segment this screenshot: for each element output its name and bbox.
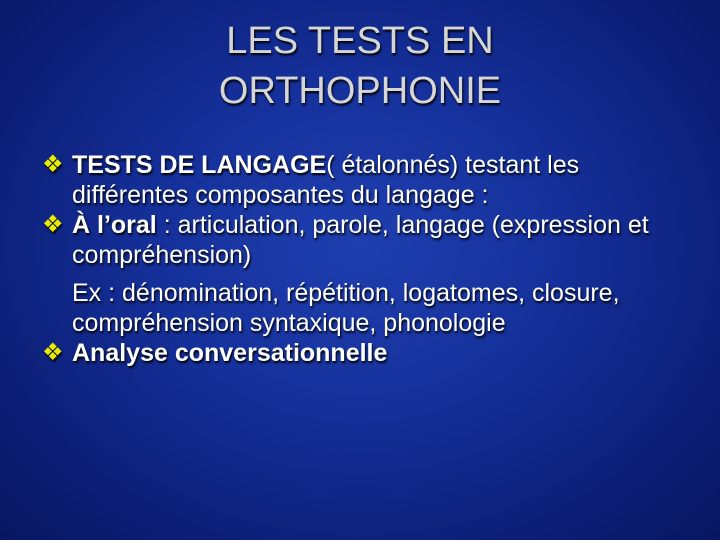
sub-item-text: Ex : dénomination, répétition, logatomes, closure, compréhension syntaxique, phonologie xyxy=(72,279,620,337)
bullet-item-tests-langage xyxy=(42,150,692,210)
diamond-bullet-icon: ❖ xyxy=(42,339,64,366)
bullet-bold-text: Analyse conversationnelle xyxy=(72,339,388,367)
title-line-2: ORTHOPHONIE xyxy=(218,70,502,112)
bullet-item-oral xyxy=(42,210,692,270)
bullet-bold-text: TESTS DE LANGAGE xyxy=(72,151,327,179)
bullet-item-analyse xyxy=(42,338,692,368)
title-line-1: LES TESTS EN xyxy=(226,20,494,62)
diamond-bullet-icon: ❖ xyxy=(42,151,64,178)
bullet-bold-text: À l’oral xyxy=(72,211,157,239)
diamond-bullet-icon: ❖ xyxy=(42,211,64,238)
slide-title xyxy=(0,16,720,116)
sub-item-examples xyxy=(42,278,692,338)
slide-body xyxy=(42,150,692,368)
bullet-text: ( étalonnés) testant les différentes composantes du langage : xyxy=(72,151,580,209)
bullet-text: : articulation, parole, langage (expression et compréhension) xyxy=(72,211,649,269)
